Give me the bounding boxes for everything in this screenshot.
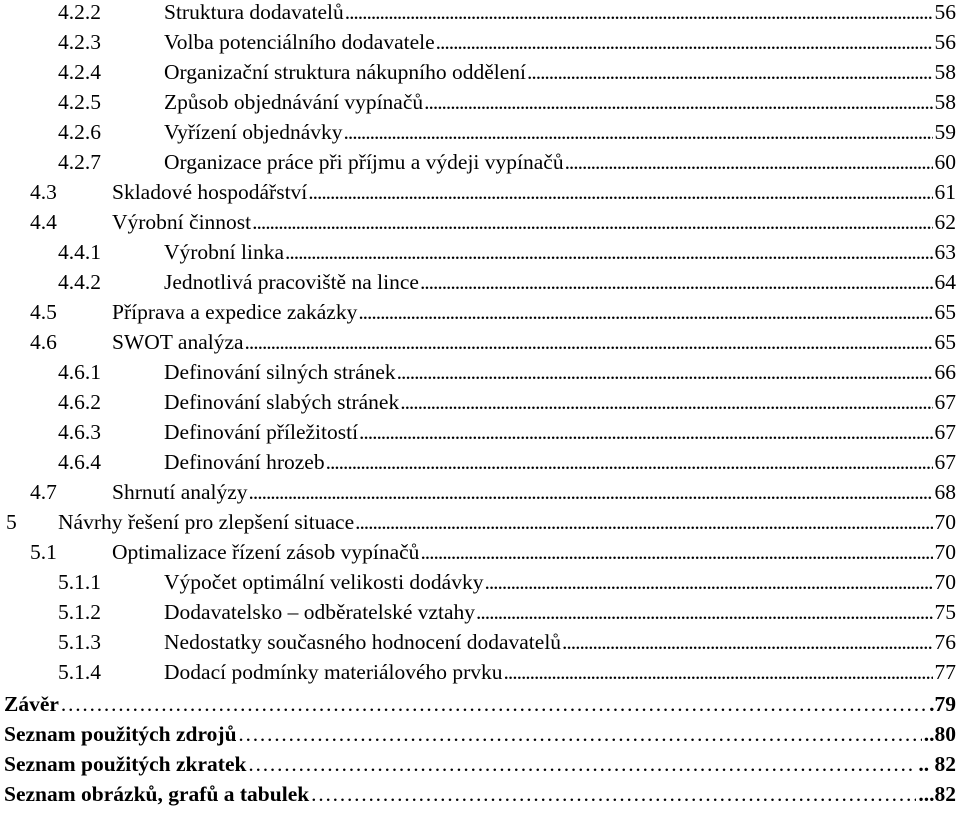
toc-entry-number: 5.1.2 <box>58 600 101 624</box>
toc-entry-number: 4.2.2 <box>58 0 101 24</box>
toc-entry-title: SWOT analýza <box>112 330 244 354</box>
toc-entry-page: 58 <box>934 60 956 84</box>
toc-entry-title: Seznam použitých zkratek <box>4 752 247 776</box>
toc-entry-title: Definování hrozeb <box>164 450 325 474</box>
toc-entry-line <box>164 58 956 87</box>
toc-entry-page: 64 <box>934 270 956 294</box>
toc-back-matter-entry <box>0 780 960 809</box>
toc-entry-page: 76 <box>934 630 956 654</box>
toc-entry-number: 5.1 <box>30 540 57 564</box>
toc-entry-page: 75 <box>934 600 956 624</box>
toc-entry-line <box>112 478 956 507</box>
toc-entry-title: Výrobní linka <box>164 240 285 264</box>
toc-entry-title: Skladové hospodářství <box>112 180 308 204</box>
dot-leader <box>344 118 933 147</box>
toc-entry-line <box>164 658 956 687</box>
toc-entry-page: 65 <box>934 330 956 354</box>
toc-entry-title: Způsob objednávání vypínačů <box>164 90 424 114</box>
toc-entry <box>0 0 960 27</box>
toc-entry-title: Volba potenciálního dodavatele <box>164 30 435 54</box>
toc-entry-page: 68 <box>934 480 956 504</box>
toc-entry-number: 4.2.5 <box>58 90 101 114</box>
dot-leader <box>358 298 932 327</box>
dot-leader <box>310 780 916 809</box>
toc-entry-number: 4.4 <box>30 210 57 234</box>
toc-entry-line <box>164 448 956 477</box>
toc-entry-title: Výrobní činnost <box>112 210 252 234</box>
toc-entry <box>0 208 960 237</box>
toc-entry-page: 65 <box>934 300 956 324</box>
toc-entry-title: Jednotlivá pracoviště na lince <box>164 270 419 294</box>
toc-entry-line <box>164 238 956 267</box>
toc-entry-line <box>164 388 956 417</box>
dot-leader <box>252 208 932 237</box>
toc-entry-page: .. 82 <box>918 752 956 776</box>
toc-entry-line <box>164 598 956 627</box>
toc-entry-page: 58 <box>934 90 956 114</box>
toc-entry-page: 62 <box>934 210 956 234</box>
toc-entry <box>0 388 960 417</box>
toc-entry-line <box>164 28 956 57</box>
toc-entry-title: Dodavatelsko – odběratelské vztahy <box>164 600 476 624</box>
dot-leader <box>484 568 932 597</box>
toc-entry <box>0 178 960 207</box>
toc-entry <box>0 328 960 357</box>
dot-leader <box>436 28 933 57</box>
toc-entry-line <box>164 88 956 117</box>
dot-leader <box>400 388 932 417</box>
dot-leader <box>249 478 933 507</box>
toc-entry-number: 4.5 <box>30 300 57 324</box>
toc-entry <box>0 58 960 87</box>
toc-entry <box>0 568 960 597</box>
dot-leader <box>308 178 932 207</box>
toc-entry-page: 70 <box>934 510 956 534</box>
toc-entry-number: 4.6.4 <box>58 450 101 474</box>
dot-leader <box>245 328 933 357</box>
toc-entry-line <box>58 508 956 537</box>
toc-entry-page: 67 <box>934 390 956 414</box>
dot-leader <box>60 690 927 719</box>
toc-entry-page: 70 <box>934 540 956 564</box>
toc-entry-line <box>4 690 956 719</box>
dot-leader <box>355 508 932 537</box>
toc-entry-number: 5.1.3 <box>58 630 101 654</box>
dot-leader <box>565 148 933 177</box>
dot-leader <box>562 628 932 657</box>
toc-entry-page: 56 <box>934 30 956 54</box>
dot-leader <box>326 448 933 477</box>
dot-leader <box>420 268 933 297</box>
toc-back-matter-entry <box>0 690 960 719</box>
toc-entry-line <box>164 418 956 447</box>
toc-entry-number: 4.7 <box>30 480 57 504</box>
toc-entry-title: Výpočet optimální velikosti dodávky <box>164 570 484 594</box>
toc-entry <box>0 538 960 567</box>
toc-entry-number: 4.2.7 <box>58 150 101 174</box>
toc-entry-number: 4.3 <box>30 180 57 204</box>
toc-entry-number: 4.6.1 <box>58 360 101 384</box>
toc-entry <box>0 478 960 507</box>
dot-leader <box>527 58 932 87</box>
toc-entry-title: Seznam obrázků, grafů a tabulek <box>4 782 310 806</box>
toc-entry-number: 4.6.2 <box>58 390 101 414</box>
toc-entry <box>0 28 960 57</box>
toc-entry-title: Příprava a expedice zakázky <box>112 300 358 324</box>
toc-entry-page: 60 <box>934 150 956 174</box>
toc-entry <box>0 418 960 447</box>
toc-entry <box>0 148 960 177</box>
toc-entry-page: .79 <box>929 692 956 716</box>
toc-entry-title: Nedostatky současného hodnocení dodavatelů <box>164 630 562 654</box>
toc-entry-page: 61 <box>934 180 956 204</box>
toc-entry-page: 63 <box>934 240 956 264</box>
toc-entry-page: 67 <box>934 450 956 474</box>
toc-entry-title: Vyřízení objednávky <box>164 120 343 144</box>
toc-entry-title: Návrhy řešení pro zlepšení situace <box>58 510 355 534</box>
toc-entry <box>0 298 960 327</box>
toc-entry-number: 5.1.4 <box>58 660 101 684</box>
toc-entry-page: 66 <box>934 360 956 384</box>
toc-back-matter-entry <box>0 720 960 749</box>
toc-entry-number: 4.6 <box>30 330 57 354</box>
toc-entry-title: Seznam použitých zdrojů <box>4 722 237 746</box>
toc-entry-title: Definování slabých stránek <box>164 390 400 414</box>
dot-leader <box>238 720 922 749</box>
toc-entry-line <box>164 268 956 297</box>
toc-entry-line <box>112 178 956 207</box>
toc-entry-number: 4.2.4 <box>58 60 101 84</box>
toc-entry-line <box>112 328 956 357</box>
toc-entry-line <box>112 538 956 567</box>
toc-entry-line <box>4 750 956 779</box>
toc-entry <box>0 238 960 267</box>
toc-entry-number: 4.4.2 <box>58 270 101 294</box>
toc-entry-page: 77 <box>934 660 956 684</box>
toc-entry-line <box>112 298 956 327</box>
dot-leader <box>424 88 932 117</box>
dot-leader <box>504 658 933 687</box>
toc-entry-number: 5 <box>6 510 17 534</box>
toc-entry-page: 70 <box>934 570 956 594</box>
toc-entry-number: 4.2.3 <box>58 30 101 54</box>
toc-entry-title: Optimalizace řízení zásob vypínačů <box>112 540 420 564</box>
toc-entry-title: Shrnutí analýzy <box>112 480 248 504</box>
toc-entry-title: Závěr <box>4 692 59 716</box>
toc-entry-title: Organizační struktura nákupního oddělení <box>164 60 527 84</box>
toc-entry <box>0 598 960 627</box>
toc-entry-line <box>4 720 956 749</box>
toc-entry-line <box>164 118 956 147</box>
toc-entry-line <box>4 780 956 809</box>
toc-entry-line <box>164 628 956 657</box>
toc-entry-title: Organizace práce při příjmu a výdeji vypínačů <box>164 150 564 174</box>
toc-entry <box>0 118 960 147</box>
dot-leader <box>247 750 916 779</box>
toc-entry <box>0 448 960 477</box>
toc-entry-page: 56 <box>934 0 956 24</box>
toc-entry-line <box>164 568 956 597</box>
toc-entry-line <box>112 208 956 237</box>
toc-entry-title: Struktura dodavatelů <box>164 0 344 24</box>
toc-entry-number: 4.4.1 <box>58 240 101 264</box>
dot-leader <box>359 418 932 447</box>
toc-entry-title: Dodací podmínky materiálového prvku <box>164 660 503 684</box>
toc-entry-number: 4.2.6 <box>58 120 101 144</box>
toc-entry <box>0 628 960 657</box>
toc-entry-line <box>164 358 956 387</box>
toc-entry <box>0 358 960 387</box>
dot-leader <box>476 598 932 627</box>
toc-entry-line <box>164 0 956 27</box>
dot-leader <box>285 238 932 267</box>
toc-entry-page: ..80 <box>923 722 956 746</box>
dot-leader <box>420 538 932 567</box>
toc-entry-number: 4.6.3 <box>58 420 101 444</box>
toc-entry <box>0 508 960 537</box>
toc-entry-page: 67 <box>934 420 956 444</box>
toc-entry <box>0 268 960 297</box>
toc-back-matter-entry <box>0 750 960 779</box>
toc-entry-number: 5.1.1 <box>58 570 101 594</box>
toc-entry <box>0 88 960 117</box>
toc-entry-page: ...82 <box>918 782 956 806</box>
dot-leader <box>345 0 933 27</box>
toc-entry-title: Definování příležitostí <box>164 420 359 444</box>
toc-entry <box>0 658 960 687</box>
toc-entry-page: 59 <box>934 120 956 144</box>
toc-entry-line <box>164 148 956 177</box>
dot-leader <box>397 358 933 387</box>
toc-entry-title: Definování silných stránek <box>164 360 396 384</box>
